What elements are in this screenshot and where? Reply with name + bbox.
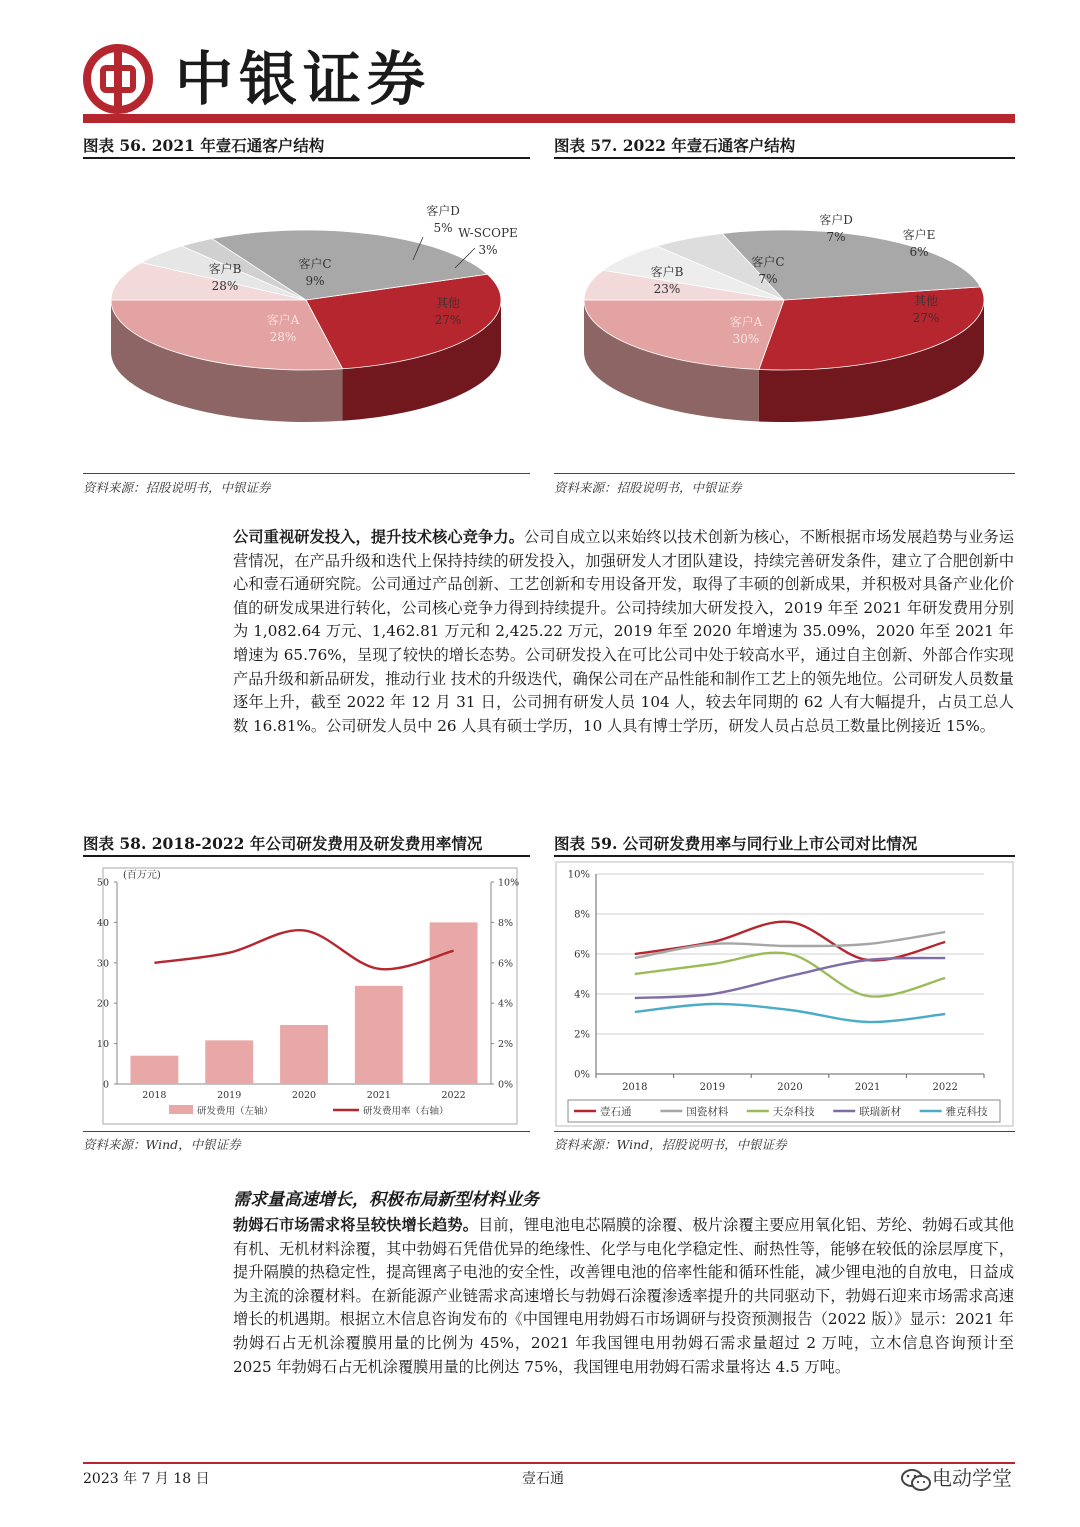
- fig59-xtick-2019: 2019: [699, 1082, 726, 1093]
- section-heading: 需求量高速增长，积极布局新型材料业务: [233, 1190, 539, 1210]
- fig59-ytick: 8%: [574, 909, 590, 921]
- pie-value-W-SCOPE: 3%: [478, 243, 498, 257]
- fig56-top-rule: [83, 157, 530, 159]
- fig58-ytick-left: 0: [102, 1079, 109, 1091]
- paragraph-boehmite-text: 目前，锂电池电芯隔膜的涂覆、极片涂覆主要应用氧化铝、芳纶、勃姆石或其他有机、无机材料涂覆，其中勃姆石凭借优异的绝缘性、化学与电化学稳定性、耐热性等，能够在较低的涂层厚度下，提升隔膜的热稳定性，提高锂离子电池的安全性，改善锂电池的倍率性能和循环性能，减少锂电池的自放电，日益成为主流的涂覆材料。在新能源产业链需求高速增长与勃姆石涂覆渗透率提升的共同驱动下，勃姆石迎来市场需求高速增长的机遇期。根据立木信息咨询发布的《中国锂电用勃姆石市场调研与投资预测报告（2022 版）》显示：2021 年勃姆石占无机涂覆膜用量的比例为 45%，2021 年我国锂电用勃姆石需求量超过 2 万吨，立木信息咨询预计至 2025 年勃姆石占无机涂覆膜用量的比例达 75%，我国锂电用勃姆石需求量将达 4.5 万吨。: [233, 1216, 1015, 1376]
- fig56-title: 图表 56. 2021 年壹石通客户结构: [83, 136, 325, 155]
- paragraph-boehmite-lead: 勃姆石市场需求将呈较快增长趋势。: [233, 1216, 479, 1234]
- fig58-ytick-right: 2%: [498, 1039, 514, 1051]
- fig58-top-rule: [83, 855, 530, 857]
- fig58-ytick-left: 40: [96, 917, 109, 929]
- fig58-bottom-rule: [83, 1131, 530, 1132]
- fig56-bottom-rule: [83, 473, 530, 474]
- fig59-ytick: 0%: [574, 1069, 590, 1081]
- pie-label-其他: 其他: [913, 294, 939, 308]
- header-rule: [83, 114, 1015, 123]
- fig57-top-rule: [554, 157, 1015, 159]
- pie-value-客户C: 7%: [758, 272, 778, 286]
- fig59-xtick-2018: 2018: [622, 1082, 648, 1093]
- fig59-legend-天奈科技: 天奈科技: [772, 1106, 815, 1118]
- pie-value-客户C: 9%: [305, 274, 325, 288]
- fig57-source: 资料来源：招股说明书，中银证券: [554, 480, 742, 495]
- brand-name: 中银证券: [175, 45, 432, 113]
- fig57-title: 图表 57. 2022 年壹石通客户结构: [554, 136, 796, 155]
- footer-date: 2023 年 7 月 18 日: [83, 1471, 210, 1487]
- pie-label-客户D: 客户D: [426, 204, 460, 218]
- fig59-ytick: 2%: [574, 1029, 590, 1041]
- fig58-bar-2020: [280, 1025, 328, 1084]
- pie-label-客户D: 客户D: [819, 213, 853, 227]
- footer-company: 壹石通: [522, 1471, 564, 1487]
- watermark: [900, 1462, 1050, 1498]
- fig59-source: 资料来源：Wind，招股说明书，中银证券: [554, 1137, 787, 1152]
- fig59-xtick-2020: 2020: [777, 1082, 803, 1093]
- fig58-legend-swatch-bar: [169, 1105, 193, 1114]
- fig59-legend-联瑞新材: 联瑞新材: [859, 1106, 902, 1118]
- paragraph-boehmite: [233, 1214, 1014, 1379]
- fig58-bar-2018: [130, 1056, 178, 1084]
- pie-value-其他: 27%: [912, 311, 940, 325]
- page-header: [83, 38, 1015, 126]
- fig58-xtick-2021: 2021: [366, 1090, 391, 1101]
- pie-value-其他: 27%: [434, 313, 462, 327]
- fig58-ytick-left: 30: [96, 958, 109, 970]
- fig58-ytick-right: 8%: [498, 917, 514, 929]
- fig58-legend-bar: 研发费用（左轴）: [197, 1106, 274, 1117]
- footer-rule: [83, 1462, 1015, 1464]
- fig59-ytick: 10%: [567, 869, 590, 881]
- pie-value-客户D: 5%: [433, 221, 453, 235]
- fig59-ytick: 4%: [574, 989, 590, 1001]
- pie-label-客户A: 客户A: [266, 313, 300, 327]
- fig59-series-雅克科技: [635, 1004, 945, 1022]
- fig59-title: 图表 59. 公司研发费用率与同行业上市公司对比情况: [554, 834, 918, 853]
- fig58-title: 图表 58. 2018-2022 年公司研发费用及研发费用率情况: [83, 834, 483, 853]
- fig58-bar-2022: [430, 922, 478, 1084]
- pie-label-客户C: 客户C: [751, 255, 785, 269]
- watermark-text: 电动学堂: [932, 1466, 1012, 1490]
- fig58-ytick-right: 0%: [498, 1079, 514, 1091]
- pie-label-客户B: 客户B: [208, 262, 242, 276]
- bank-of-china-logo: [83, 44, 153, 114]
- pie-value-客户B: 28%: [211, 279, 239, 293]
- fig57-pie-chart: [554, 160, 1015, 470]
- fig59-xtick-2021: 2021: [854, 1082, 881, 1093]
- fig59-legend-壹石通: 壹石通: [600, 1106, 632, 1118]
- fig59-legend-国瓷材料: 国瓷材料: [686, 1106, 729, 1118]
- fig58-bar-2019: [205, 1040, 253, 1084]
- fig58-combo-chart: [83, 860, 530, 1130]
- pie-value-客户A: 30%: [732, 332, 760, 346]
- paragraph-rd-text: 公司自成立以来始终以技术创新为核心，不断根据市场发展趋势与业务运营情况，在产品升级和迭代上保持持续的研发投入，加强研发人才团队建设，持续完善研发条件，建立了合肥创新中心和壹石通研究院。公司通过产品创新、工艺创新和专用设备开发，取得了丰硕的创新成果，并积极对具备产业化价值的研发成果进行转化，公司核心竞争力得到持续提升。公司持续加大研发投入，2019 年至 2021 年研发费用分别为 1,082.64 万元、1,462.81 万元和 2,425.22 万元，2019 年至 2020 年增速为 35.09%，2020 年至 2021 年增速为 65.76%，呈现了较快的增长态势。公司研发投入在可比公司中处于较高水平，通过自主创新、外部合作实现产品升级和新品研发，推动行业 技术的升级迭代，确保公司在产品性能和制作工艺上的领先地位。公司研发人员数量逐年上升，截至 2022 年 12 月 31 日，公司拥有研发人员 104 人，较去年同期的 62 人有大幅提升，占员工总人数 16.81%。公司研发人员中 26 人具有硕士学历，10 人具有博士学历，研发人员占总员工数量比例接近 15%。: [233, 528, 1015, 735]
- pie-label-客户E: 客户E: [902, 228, 936, 242]
- fig56-source: 资料来源：招股说明书，中银证券: [83, 480, 271, 495]
- fig59-top-rule: [554, 855, 1015, 857]
- fig58-ytick-left: 20: [96, 998, 109, 1010]
- fig58-xtick-2018: 2018: [142, 1090, 167, 1101]
- fig58-bar-2021: [355, 986, 403, 1084]
- fig57-bottom-rule: [554, 473, 1015, 474]
- pie-label-客户A: 客户A: [729, 315, 763, 329]
- fig58-source: 资料来源：Wind，中银证券: [83, 1137, 241, 1152]
- fig59-line-chart: [554, 860, 1015, 1130]
- fig58-ytick-left: 50: [96, 877, 109, 889]
- pie-label-其他: 其他: [435, 296, 461, 310]
- pie-value-客户B: 23%: [653, 282, 681, 296]
- fig58-ytick-left: 10: [96, 1039, 109, 1051]
- fig59-legend-雅克科技: 雅克科技: [945, 1106, 988, 1118]
- pie-value-客户E: 6%: [909, 245, 929, 259]
- fig58-xtick-2019: 2019: [217, 1090, 242, 1101]
- fig59-bottom-rule: [554, 1131, 1015, 1132]
- fig59-ytick: 6%: [574, 949, 590, 961]
- fig58-xtick-2022: 2022: [441, 1090, 466, 1101]
- fig58-ytick-right: 4%: [498, 998, 514, 1010]
- fig58-legend-line: 研发费用率（右轴）: [363, 1106, 449, 1117]
- paragraph-rd-lead: 公司重视研发投入，提升技术核心竞争力。: [233, 528, 525, 546]
- fig58-ytick-right: 10%: [498, 877, 520, 889]
- fig58-xtick-2020: 2020: [291, 1090, 317, 1101]
- pie-value-客户A: 28%: [269, 330, 297, 344]
- fig59-xtick-2022: 2022: [932, 1082, 958, 1093]
- fig58-ytick-right: 6%: [498, 958, 514, 970]
- wechat-icon: [900, 1467, 932, 1493]
- fig58-unit-label: (百万元): [123, 870, 161, 881]
- pie-label-W-SCOPE: W-SCOPE: [458, 226, 518, 240]
- pie-label-客户B: 客户B: [650, 265, 684, 279]
- fig56-pie-chart: [83, 160, 530, 470]
- paragraph-rd-investment: [233, 526, 1014, 738]
- fig58-line-rd-rate: [154, 930, 453, 969]
- pie-label-客户C: 客户C: [298, 257, 332, 271]
- pie-value-客户D: 7%: [826, 230, 846, 244]
